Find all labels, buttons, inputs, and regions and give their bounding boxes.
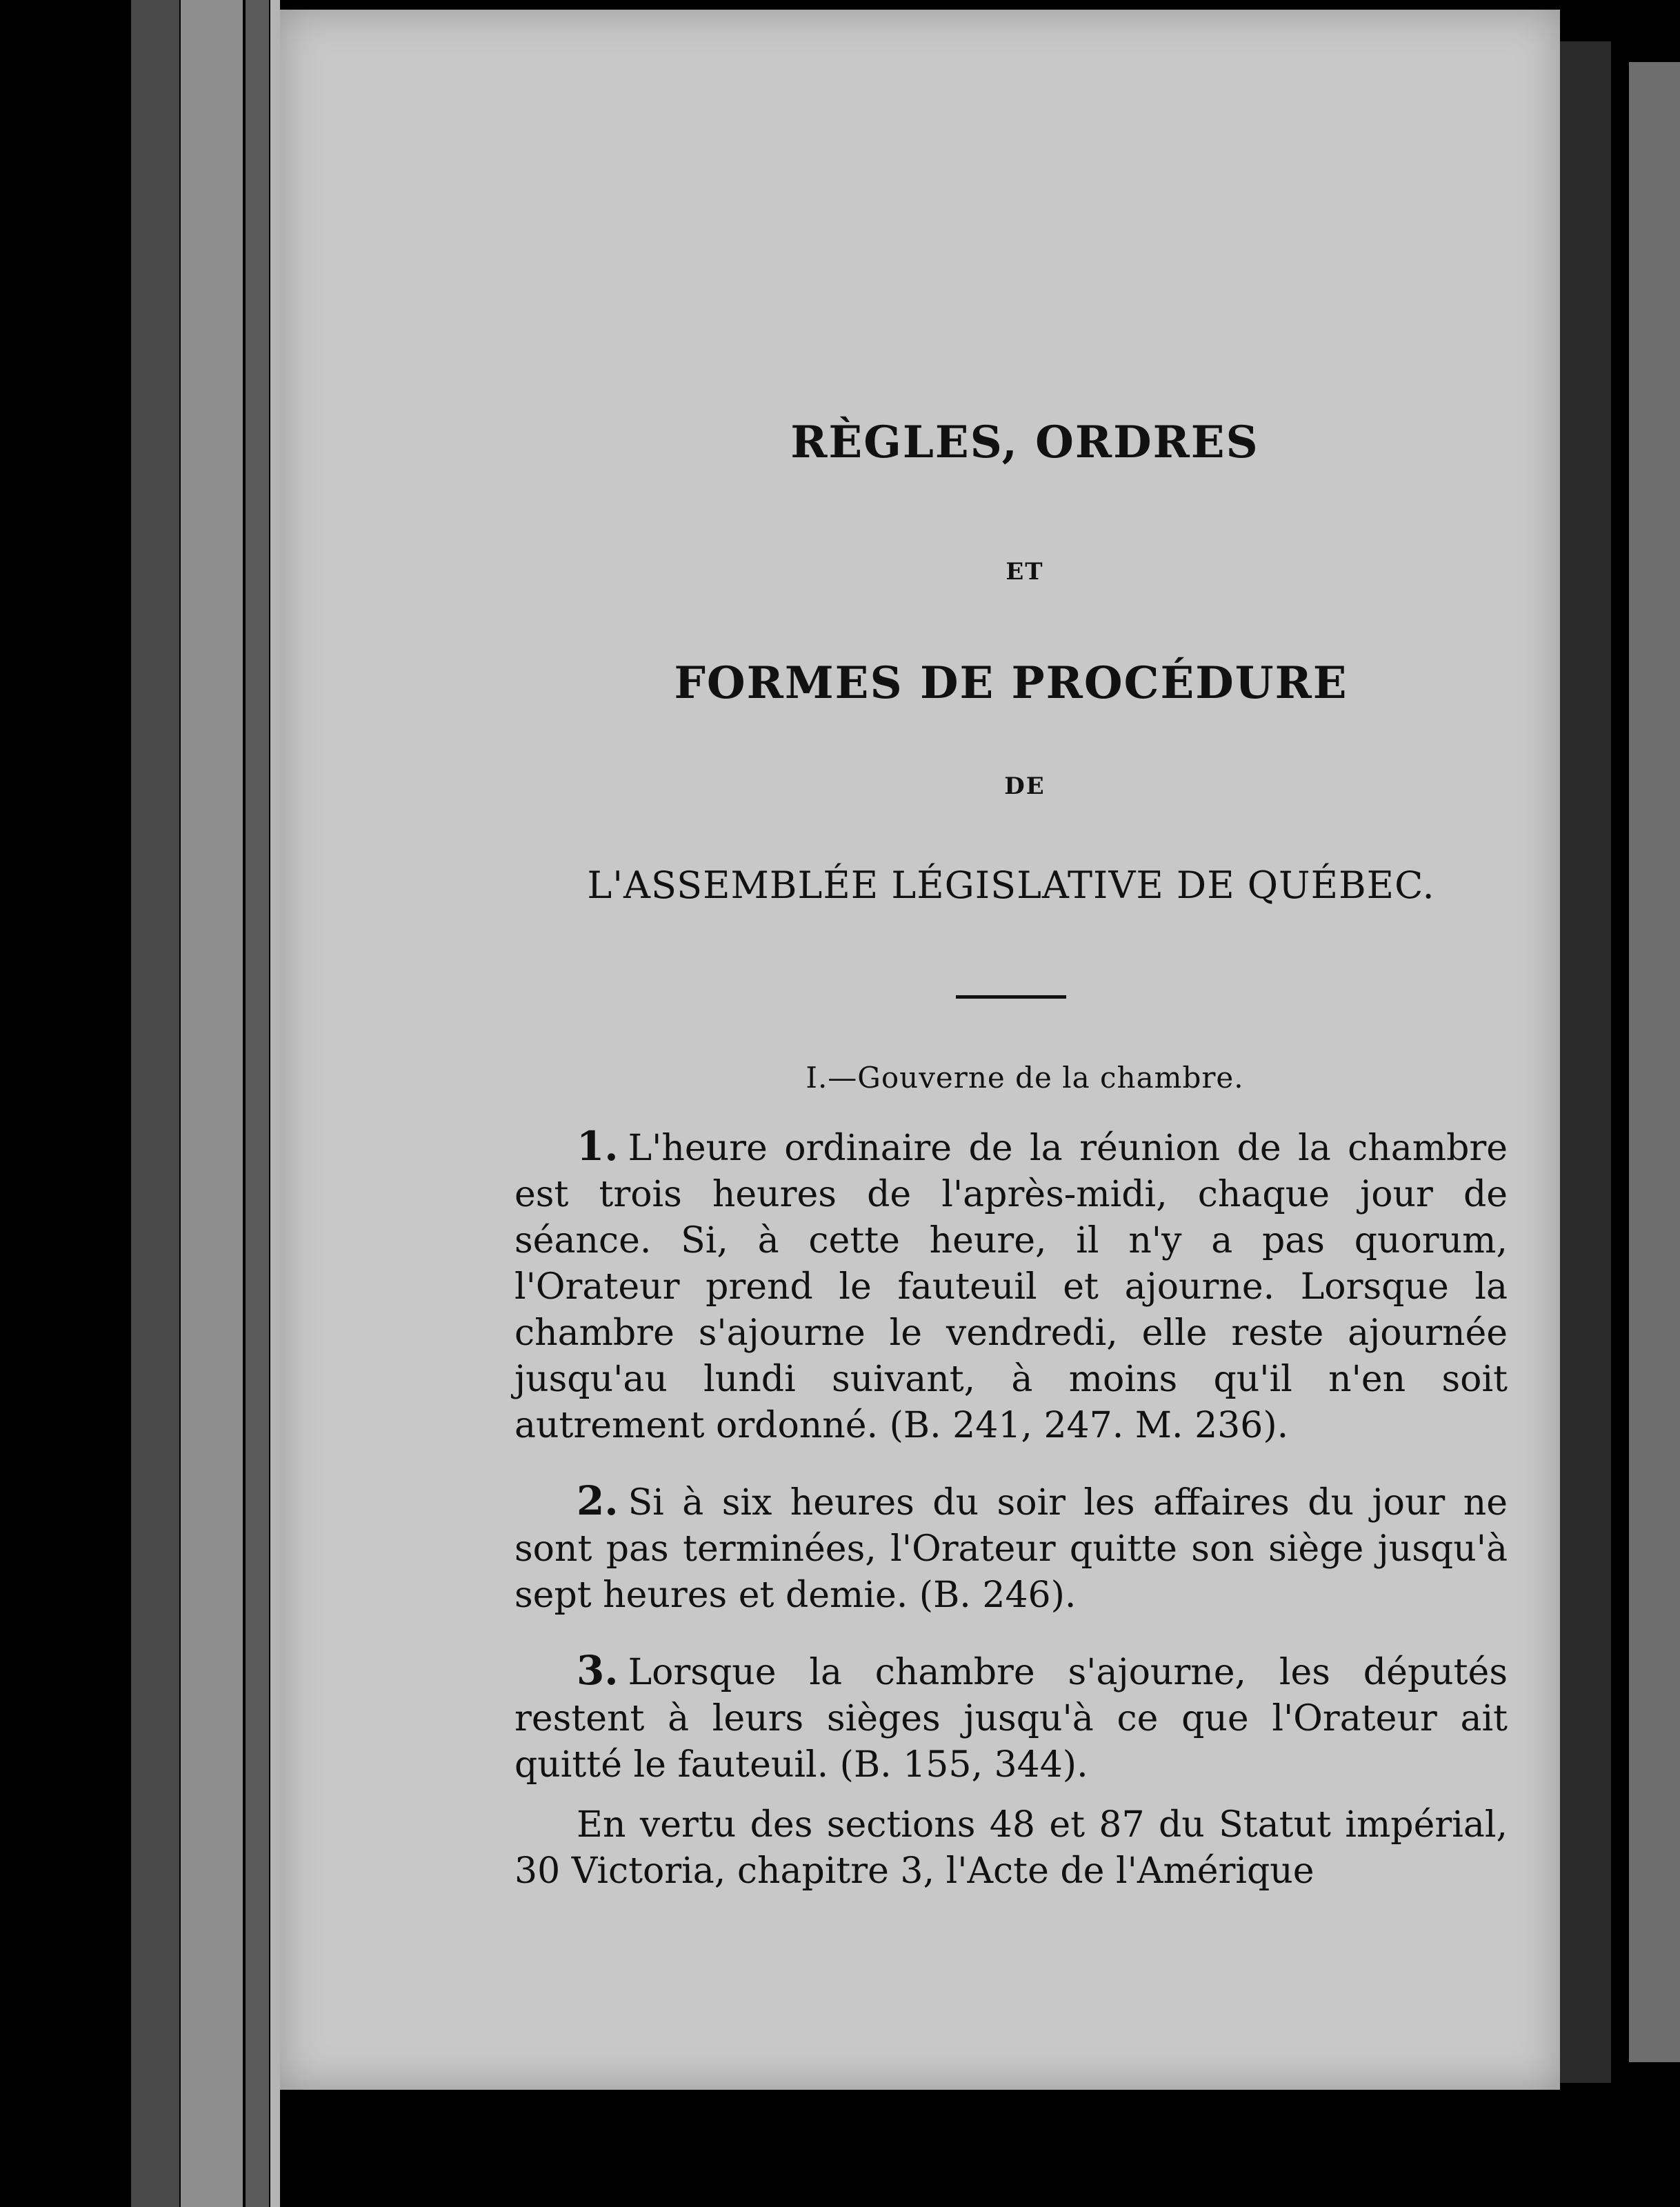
adjacent-page-edge bbox=[1629, 62, 1680, 2062]
paragraph-2 bbox=[514, 1478, 1508, 1619]
book-spine-edge bbox=[131, 0, 179, 2207]
paragraph-number: 2. bbox=[577, 1477, 619, 1524]
title-line-2: ET bbox=[1006, 558, 1044, 586]
paragraph-4 bbox=[514, 1802, 1508, 1895]
title-line-4: DE bbox=[1004, 772, 1046, 800]
paragraph-text: Si à six heures du soir les affaires du jour ne sont pas terminées, l'Orateur quitte son siège jusqu'à sept heures et demie. (B. 246). bbox=[514, 1482, 1508, 1616]
title-divider-rule bbox=[956, 995, 1066, 999]
book-page-edges bbox=[181, 0, 243, 2207]
book-page bbox=[280, 10, 1560, 2090]
paragraph-text: En vertu des sections 48 et 87 du Statut impérial, 30 Victoria, chapitre 3, l'Acte de l'Amérique bbox=[514, 1804, 1508, 1892]
paragraph-1 bbox=[514, 1124, 1508, 1449]
section-heading: I.—Gouverne de la chambre. bbox=[806, 1061, 1244, 1095]
title-line-1: RÈGLES, ORDRES bbox=[790, 417, 1259, 468]
paragraph-number: 3. bbox=[577, 1647, 619, 1694]
paragraph-3 bbox=[514, 1648, 1508, 1788]
title-line-5: L'ASSEMBLÉE LÉGISLATIVE DE QUÉBEC. bbox=[587, 863, 1435, 907]
title-line-3: FORMES DE PROCÉDURE bbox=[674, 657, 1348, 709]
book-page-edges-shadow bbox=[246, 0, 269, 2207]
book-page-edge-highlight bbox=[270, 0, 280, 2207]
paragraph-text: Lorsque la chambre s'ajourne, les députés restent à leurs sièges jusqu'à ce que l'Orateur ait quitté le fauteuil. (B. 155, 344). bbox=[514, 1652, 1508, 1786]
page-content bbox=[514, 417, 1508, 1895]
paragraph-text: L'heure ordinaire de la réunion de la chambre est trois heures de l'après-midi, chaque jour de séance. Si, à cette heure, il n'y a pas quorum, l'Orateur prend le fauteuil et ajourne. Lorsque la chambre s'ajourne le vendredi, elle reste ajournée jusqu'au lundi suivant, à moins qu'il n'en soit autrement ordonné. (B. 241, 247. M. 236). bbox=[514, 1128, 1508, 1446]
right-margin-shadow bbox=[1560, 41, 1611, 2083]
paragraph-number: 1. bbox=[577, 1123, 619, 1170]
